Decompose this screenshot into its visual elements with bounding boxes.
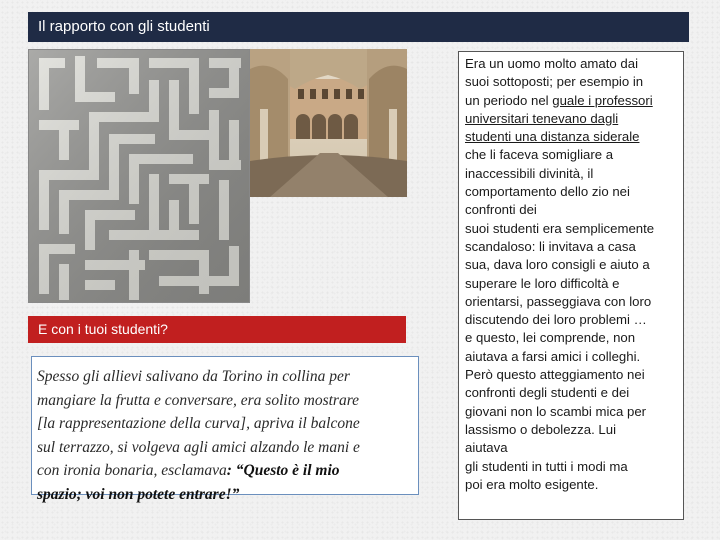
text-line: confronti dei — [465, 202, 537, 218]
text-line: comportamento dello zio nei — [465, 184, 630, 200]
underlined-text: universitari tenevano dagli — [465, 110, 619, 126]
text-line: Però questo atteggiamento nei — [465, 367, 645, 383]
text-line: inaccessibili divinità, il — [465, 165, 594, 181]
text-line: aiutava a farsi amici i colleghi. — [465, 348, 641, 364]
text-line: scandaloso: li invitava a casa — [465, 238, 636, 254]
quote-line: sul terrazzo, si volgeva agli amici alzando le mani e — [37, 438, 360, 456]
slide-title: Il rapporto con gli studenti — [28, 12, 689, 42]
quote-exclamation: spazio; voi non potete entrare!” — [37, 485, 240, 503]
text-line: un periodo nel — [465, 92, 549, 108]
text-line: Era un uomo molto amato dai — [465, 56, 638, 71]
quote-line: [la rappresentazione della curva], apriva il balcone — [37, 415, 360, 432]
text-line: confronti degli studenti e dei — [465, 385, 630, 401]
quote-box — [31, 356, 419, 503]
side-text-box — [458, 51, 684, 520]
quote-exclamation: : “Questo è il mio — [226, 462, 340, 479]
text-line: che li faceva somigliare a — [465, 147, 614, 163]
underlined-text: studenti una distanza siderale — [465, 129, 640, 145]
text-line: superare le loro difficoltà e — [465, 275, 620, 291]
text-line: suoi studenti era semplicemente — [465, 220, 655, 236]
text-line: e questo, lei comprende, non — [465, 330, 636, 346]
text-line: poi era molto esigente. — [465, 476, 599, 492]
text-line: discutendo dei loro problemi … — [465, 312, 647, 328]
text-line: aiutava — [465, 440, 508, 456]
quote-line: mangiare la frutta e conversare, era solito mostrare — [37, 391, 360, 409]
text-line: lassismo o debolezza. Lui — [465, 421, 617, 437]
quote-line: Spesso gli allievi salivano da Torino in collina per — [37, 368, 350, 385]
quote-line: con ironia bonaria, esclamava — [37, 462, 227, 479]
text-line: sua, dava loro consigli e aiuto a — [465, 257, 650, 273]
text-line: giovani non lo scambi mica per — [465, 403, 647, 419]
question-banner: E con i tuoi studenti? — [28, 316, 406, 343]
text-line: orientarsi, passeggiava con loro — [465, 293, 652, 309]
text-line: suoi sottoposti; per esempio in — [465, 74, 644, 90]
maze-floor-image — [28, 49, 250, 303]
arcade-courtyard-image — [250, 49, 407, 197]
text-line: gli studenti in tutti i modi ma — [465, 458, 628, 474]
underlined-text: guale i professori — [552, 92, 653, 108]
